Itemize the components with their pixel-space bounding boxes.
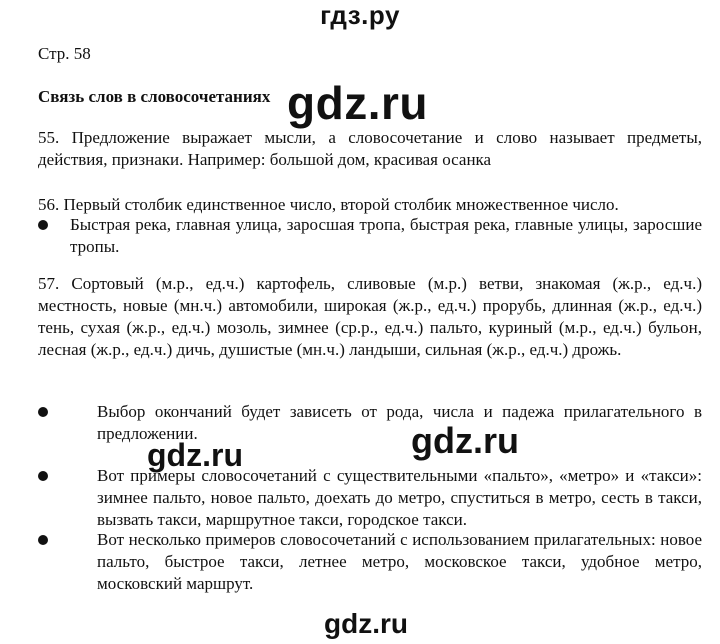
watermark-logo: gdz.ru xyxy=(287,77,428,129)
bullet-icon xyxy=(38,407,48,417)
list-item xyxy=(38,465,702,531)
answer-57: 57. Сортовый (м.р., ед.ч.) картофель, сливовые (м.р.) ветви, знакомая (ж.р., ед.ч.) местность, новые (мн.ч.) автомобили, широкая (ж.р., ед.ч.) прорубь, длинная (ж.р., ед.ч.) тень, сухая (ж.р., ед.ч.) мозоль, зимнее (ср.р., ед.ч.) пальто, куриный (м.р., ед.ч.) бульон, лесная (ж.р., ед.ч.) дичь, душистые (мн.ч.) ландыши, сильная (ж.р., ед.ч.) дрожь. xyxy=(38,274,702,359)
list-item-text: Вот примеры словосочетаний с существительными «пальто», «метро» и «такси»: зимнее пальто, новое пальто, доехать до метро, спуститься в метро, сесть в такси, вызвать такси, маршрутное такси, городское такси. xyxy=(97,466,702,529)
answer-56: 56. Первый столбик единственное число, второй столбик множественное число. xyxy=(38,195,619,214)
list-item-text: Быстрая река, главная улица, заросшая тропа, быстрая река, главные улицы, заросшие тропы. xyxy=(70,215,702,256)
bullet-icon xyxy=(38,535,48,545)
watermark-logo: gdz.ru xyxy=(411,420,519,461)
answer-55: 55. Предложение выражает мысли, а словосочетание и слово называет предметы, действия, признаки. Например: большой дом, красивая осанка xyxy=(38,128,702,169)
section-title: Связь слов в словосочетаниях xyxy=(38,87,271,106)
site-logo[interactable]: гдз.ру xyxy=(320,0,400,30)
list-item-text: Выбор окончаний будет зависеть от рода, числа и падежа прилагательного в предложении. xyxy=(97,402,702,443)
list-item xyxy=(38,214,702,258)
watermark-logo: gdz.ru xyxy=(147,437,243,473)
page-number: Стр. 58 xyxy=(38,44,91,63)
bullet-icon xyxy=(38,220,48,230)
list-item xyxy=(38,401,702,445)
bullet-icon xyxy=(38,471,48,481)
list-item xyxy=(38,529,702,595)
list-item-text: Вот несколько примеров словосочетаний с использованием прилагательных: новое пальто, быстрое такси, летнее метро, московское такси, удобное метро, московский маршрут. xyxy=(97,530,702,593)
watermark-logo: gdz.ru xyxy=(324,608,408,639)
